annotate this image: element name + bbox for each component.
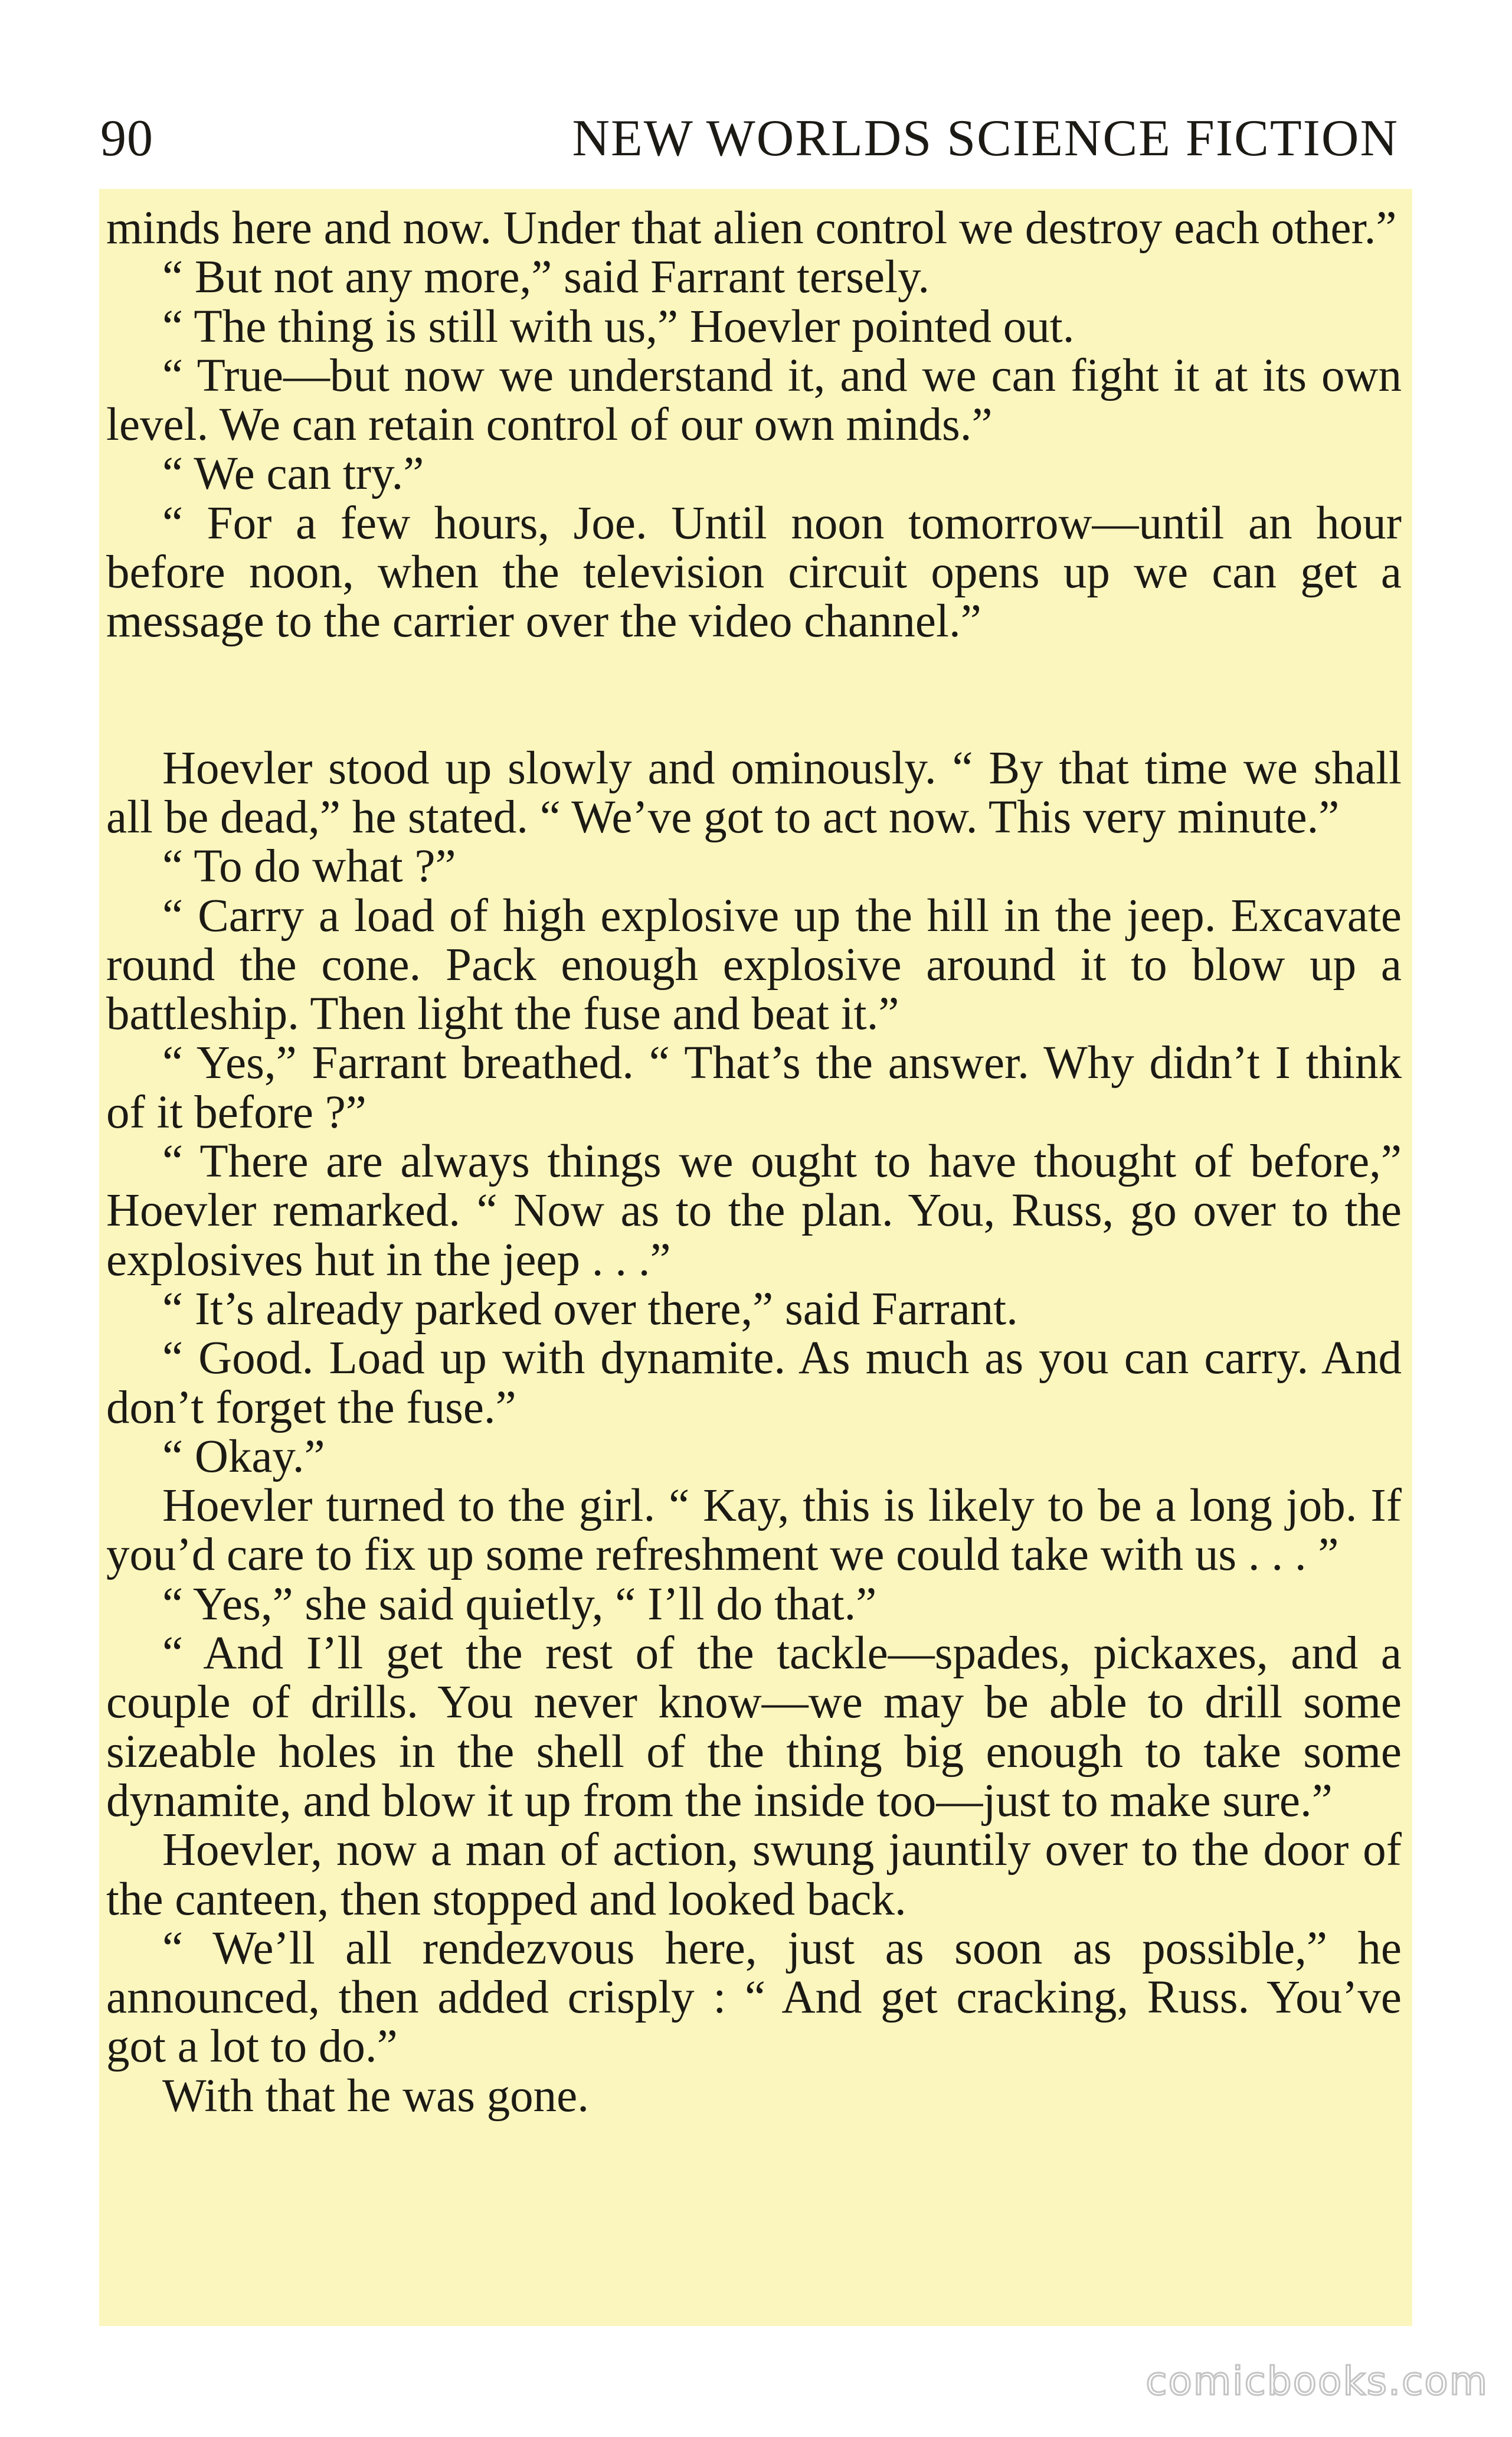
section-break xyxy=(106,646,1402,744)
paragraph: With that he was gone. xyxy=(162,2070,589,2122)
paragraph: “ For a few hours, Joe. Until noon tomorrow—until an hour before noon, when the television circuit opens up we can get a message to the carrier over the video channel.” xyxy=(106,497,1402,648)
paragraph: Hoevler stood up slowly and ominously. “ By that time we shall all be dead,” he stated. “ We’ve got to act now. This very minute.” xyxy=(106,742,1402,843)
paragraph: “ And I’ll get the rest of the tackle—spades, pickaxes, and a couple of drills. You never know—we may be able to drill some sizeable holes in the shell of the thing big enough to take some dynamite, and blow it up from the inside too—just to make sure.” xyxy=(106,1628,1402,1827)
paragraph: “ To do what ?” xyxy=(162,841,456,893)
paragraph: “ Yes,” she said quietly, “ I’ll do that.” xyxy=(162,1578,877,1630)
running-title: NEW WORLDS SCIENCE FICTION xyxy=(572,110,1399,167)
paragraph: minds here and now. Under that alien control we destroy each other.” xyxy=(106,202,1397,254)
paragraph: “ Okay.” xyxy=(162,1430,325,1482)
paragraph: “ It’s already parked over there,” said Farrant. xyxy=(162,1283,1018,1335)
page-header xyxy=(100,100,1399,177)
paragraph: Hoevler turned to the girl. “ Kay, this is likely to be a long job. If you’d care to fix up some refreshment we could take with us . . . ” xyxy=(106,1480,1402,1581)
paragraph: “ True—but now we understand it, and we can fight it at its own level. We can retain control of our own minds.” xyxy=(106,349,1402,451)
paragraph: “ Carry a load of high explosive up the hill in the jeep. Excavate round the cone. Pack enough explosive around it to blow up a battleship. Then light the fuse and beat it.” xyxy=(106,890,1402,1040)
paragraph: “ We’ll all rendezvous here, just as soon as possible,” he announced, then added crisply : “ And get cracking, Russ. You’ve got a lot to do.” xyxy=(106,1922,1402,2073)
paragraph: “ The thing is still with us,” Hoevler pointed out. xyxy=(162,300,1075,352)
paragraph: “ There are always things we ought to have thought of before,” Hoevler remarked. “ Now as to the plan. You, Russ, go over to the explosives hut in the jeep . . .” xyxy=(106,1136,1402,1286)
paragraph: “ But not any more,” said Farrant tersely. xyxy=(162,251,930,303)
watermark-text: comicbooks.com xyxy=(1146,2358,1488,2404)
page-number: 90 xyxy=(100,110,153,167)
paragraph: “ Good. Load up with dynamite. As much as you can carry. And don’t forget the fuse.” xyxy=(106,1332,1402,1433)
paragraph: Hoevler, now a man of action, swung jauntily over to the door of the canteen, then stopped and looked back. xyxy=(106,1824,1402,1925)
paragraph: “ Yes,” Farrant breathed. “ That’s the answer. Why didn’t I think of it before ?” xyxy=(106,1037,1402,1138)
paragraph: “ We can try.” xyxy=(162,448,424,500)
story-text xyxy=(106,204,1402,2121)
